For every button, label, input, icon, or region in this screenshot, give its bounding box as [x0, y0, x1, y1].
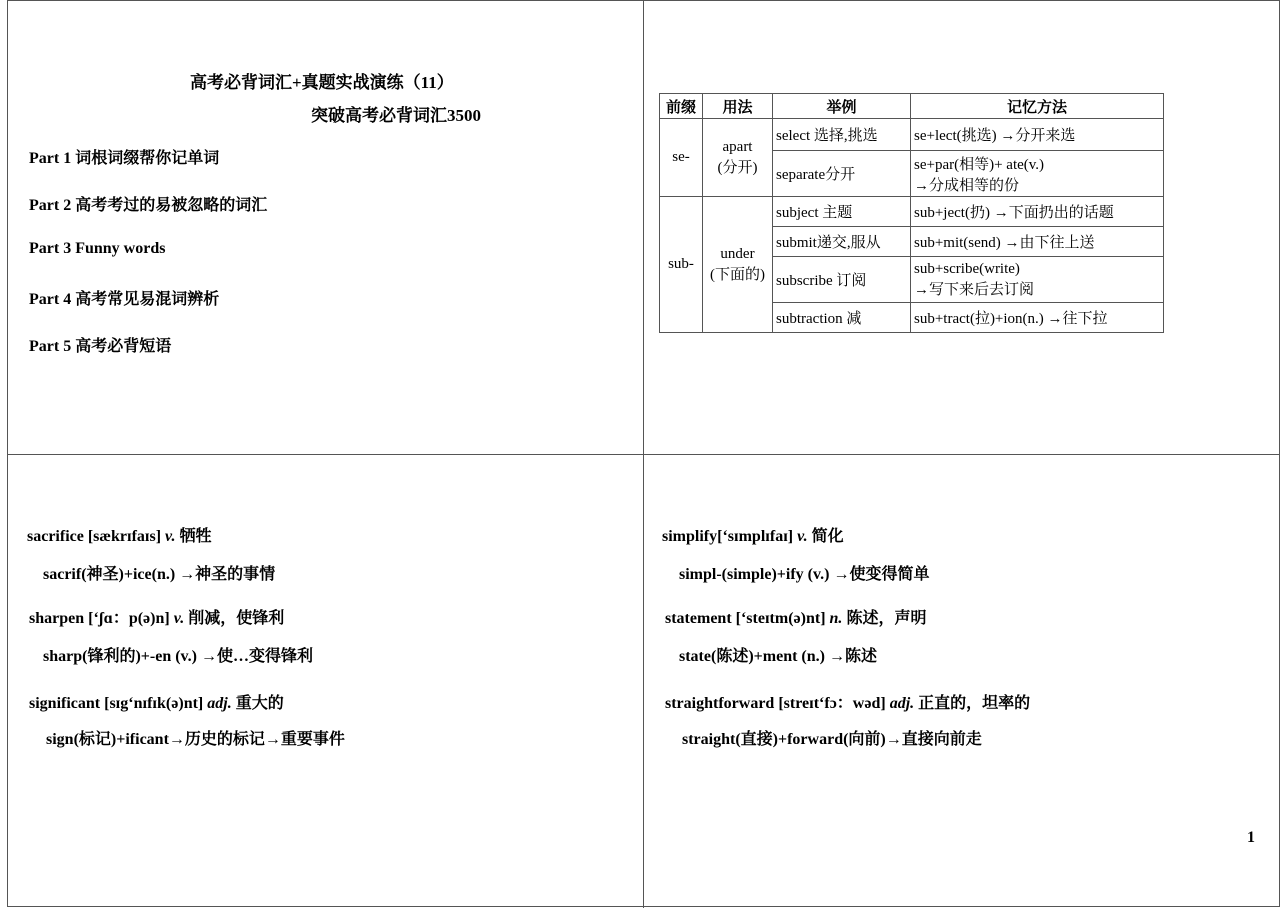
memory-line: →写下来后去订阅: [914, 281, 1035, 298]
prefix-cell: sub-: [660, 197, 703, 333]
usage-line: apart: [722, 138, 753, 155]
slide-title: 高考必背词汇+真题实战演练（11）: [190, 73, 454, 92]
word-meaning: 陈述，声明: [842, 610, 927, 627]
memory-line: →分成相等的份: [914, 177, 1020, 194]
memory-line: se+par(相等)+ ate(v.): [914, 156, 1045, 173]
table-row: [660, 197, 1164, 227]
word-pos: adj.: [207, 695, 232, 712]
word-entry: [27, 523, 212, 546]
memory-cell: sub+mit(send) →由下往上送: [911, 227, 1164, 257]
page-number: 1: [1247, 829, 1255, 846]
part-3: Part 3 Funny words: [29, 240, 166, 257]
word-pos: adj.: [889, 695, 915, 712]
word-head: straightforward [streɪt‘fɔ：wəd]: [665, 695, 890, 712]
table-header-row: [660, 94, 1164, 119]
example-cell: select 选择,挑选: [773, 119, 911, 151]
header-prefix: 前缀: [660, 94, 703, 119]
word-entry: [665, 690, 1030, 713]
usage-line: (分开): [717, 159, 758, 176]
word-entry: [662, 523, 844, 546]
horizontal-divider: [7, 454, 1280, 455]
word-meaning: 牺牲: [175, 528, 212, 545]
header-usage: 用法: [703, 94, 773, 119]
header-example: 举例: [773, 94, 911, 119]
usage-line: (下面的): [710, 266, 765, 283]
example-cell: submit递交,服从: [773, 227, 911, 257]
example-cell: subscribe 订阅: [773, 257, 911, 303]
slide-subtitle: 突破高考必背词汇3500: [311, 106, 481, 125]
word-pos: v.: [797, 528, 808, 545]
word-head: sharpen [‘ʃɑ：p(ə)n]: [29, 610, 174, 627]
memory-line: sub+scribe(write): [914, 260, 1020, 277]
example-cell: separate分开: [773, 151, 911, 197]
part-4: Part 4 高考常见易混词辨析: [29, 291, 220, 308]
part-5: Part 5 高考必背短语: [29, 338, 172, 355]
table-row: [660, 119, 1164, 151]
word-entry: [665, 605, 926, 628]
usage-cell: [703, 119, 773, 197]
usage-cell: [703, 197, 773, 333]
word-head: significant [sɪg‘nɪfɪk(ə)nt]: [29, 695, 208, 712]
word-pos: v.: [165, 528, 176, 545]
word-entry: [29, 605, 284, 628]
word-memo: state(陈述)+ment (n.) →陈述: [679, 648, 877, 665]
word-memo: simpl-(simple)+ify (v.) →使变得简单: [679, 566, 930, 583]
example-cell: subtraction 减: [773, 303, 911, 333]
word-head: statement [‘steɪtm(ə)nt]: [665, 610, 830, 627]
word-pos: v.: [173, 610, 185, 627]
word-meaning: 简化: [807, 528, 844, 545]
word-memo: sharp(锋利的)+-en (v.) →使…变得锋利: [43, 648, 314, 665]
word-meaning: 正直的，坦率的: [914, 695, 1031, 712]
header-memory: 记忆方法: [911, 94, 1164, 119]
memory-cell: se+lect(挑选) →分开来选: [911, 119, 1164, 151]
part-1: Part 1 词根词缀帮你记单词: [29, 150, 220, 167]
part-2: Part 2 高考考过的易被忽略的词汇: [29, 197, 268, 214]
memory-cell: sub+tract(拉)+ion(n.) →往下拉: [911, 303, 1164, 333]
word-memo: sacrif(神圣)+ice(n.) →神圣的事情: [43, 566, 276, 583]
memory-cell: [911, 151, 1164, 197]
word-head: simplify[‘sɪmplɪfaɪ]: [662, 528, 798, 545]
prefix-table: [659, 93, 1164, 333]
word-memo: straight(直接)+forward(向前)→直接向前走: [682, 731, 982, 748]
example-cell: subject 主题: [773, 197, 911, 227]
usage-line: under: [720, 245, 755, 262]
memory-cell: sub+ject(扔) →下面扔出的话题: [911, 197, 1164, 227]
word-head: sacrifice [sækrɪfaɪs]: [27, 528, 166, 545]
word-entry: [29, 690, 284, 713]
word-pos: n.: [829, 610, 843, 627]
word-meaning: 重大的: [231, 695, 284, 712]
memory-cell: [911, 257, 1164, 303]
word-meaning: 削减，使锋利: [184, 610, 285, 627]
prefix-cell: se-: [660, 119, 703, 197]
word-memo: sign(标记)+ificant→历史的标记→重要事件: [46, 731, 345, 748]
